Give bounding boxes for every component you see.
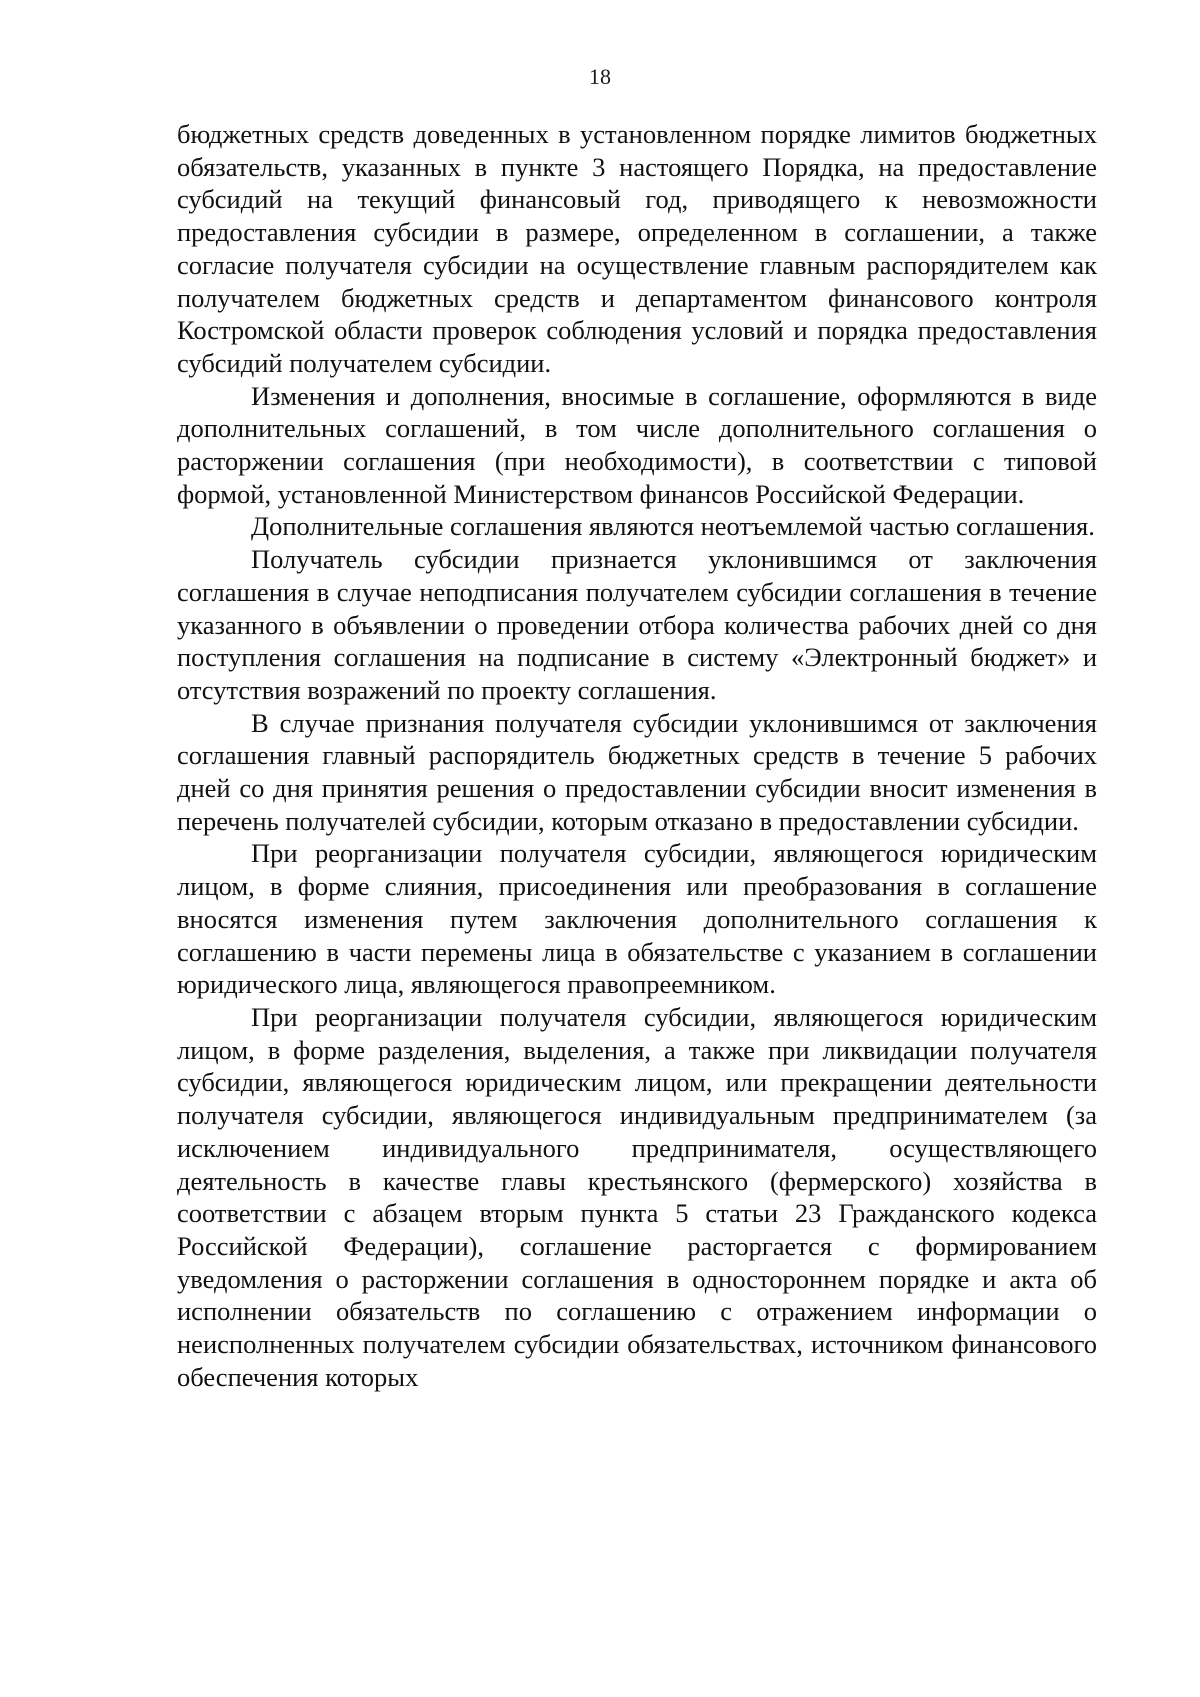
paragraph-additional-agreements: Дополнительные соглашения являются неотъемлемой частью соглашения.: [251, 511, 1095, 542]
paragraph-reorganization-division: При реорганизации получателя субсидии, являющегося юридическим лицом, в форме разделения, выделения, а также при ликвидации получателя субсидии, являющегося юридическим лицом, или прекращении деятельности получателя субсидии, являющегося индивидуальным предпринимателем (за исключением индивидуального предпринимателя, осуществляющего деятельность в качестве главы крестьянского (фермерского) хозяйства в соответствии с абзацем вторым пункта 5 статьи 23 Гражданского кодекса Российской Федерации), соглашение расторгается с формированием уведомления о расторжении соглашения в одностороннем порядке и акта об исполнении обязательств по соглашению с отражением информации о неисполненных получателем субсидии обязательствах, источником финансового обеспечения которых: [177, 1001, 1097, 1392]
paragraph-continuation: бюджетных средств доведенных в установленном порядке лимитов бюджетных обязательств, указанных в пункте 3 настоящего Порядка, на предоставление субсидий на текущий финансовый год, приводящего к невозможности предоставления субсидии в размере, определенном в соглашении, а также согласие получателя субсидии на осуществление главным распорядителем как получателем бюджетных средств и департаментом финансового контроля Костромской области проверок соблюдения условий и порядка предоставления субсидий получателем субсидии.: [177, 119, 1097, 378]
paragraph-reorganization-merger: При реорганизации получателя субсидии, являющегося юридическим лицом, в форме слияния, присоединения или преобразования в соглашение вносятся изменения путем заключения дополнительного соглашения к соглашению в части перемены лица в обязательстве с указанием в соглашении юридического лица, являющегося правопреемником.: [177, 838, 1097, 1000]
document-body: [177, 118, 1097, 1393]
paragraph-evasion-consequences: В случае признания получателя субсидии уклонившимся от заключения соглашения главный распорядитель бюджетных средств в течение 5 рабочих дней со дня принятия решения о предоставлении субсидии вносит изменения в перечень получателей субсидии, которым отказано в предоставлении субсидии.: [177, 707, 1097, 836]
page-number: 18: [589, 64, 611, 89]
paragraph-evasion-definition: Получатель субсидии признается уклонившимся от заключения соглашения в случае неподписания получателем субсидии соглашения в течение указанного в объявлении о проведении отбора количества рабочих дней со дня поступления соглашения на подписание в систему «Электронный бюджет» и отсутствия возражений по проекту соглашения.: [177, 544, 1097, 705]
paragraph-agreement-changes: Изменения и дополнения, вносимые в соглашение, оформляются в виде дополнительных соглашений, в том числе дополнительного соглашения о расторжении соглашения (при необходимости), в соответствии с типовой формой, установленной Министерством финансов Российской Федерации.: [177, 380, 1097, 509]
